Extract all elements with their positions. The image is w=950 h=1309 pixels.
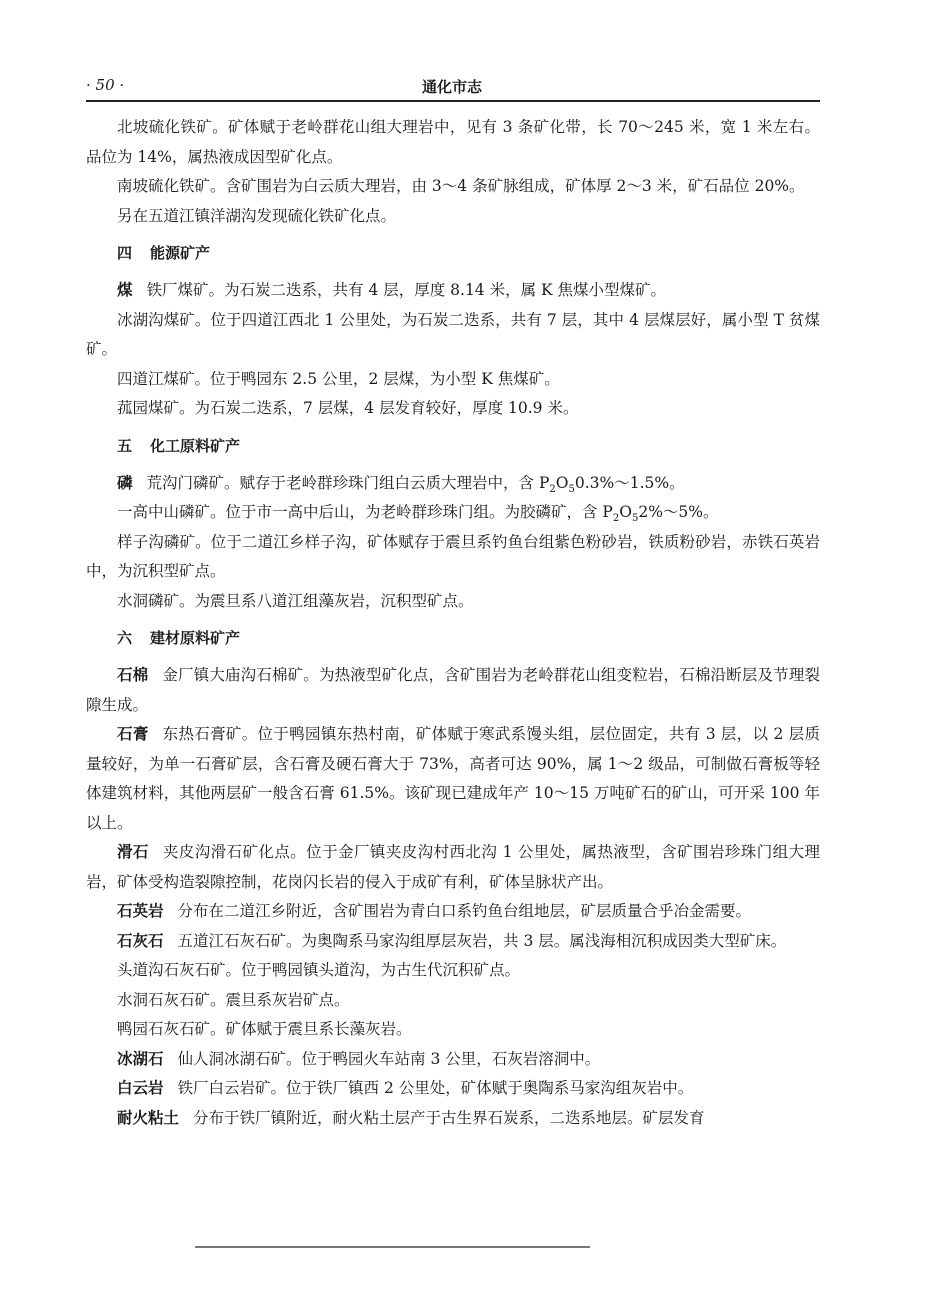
section-number: 六 [117, 629, 133, 647]
page-body [86, 113, 820, 1133]
entry-text: 五道江石灰石矿。为奥陶系马家沟组厚层灰岩，共 3 层。属浅海相沉积成因类大型矿床。 [177, 931, 787, 950]
paragraph-phosphorus [86, 469, 820, 499]
paragraph-quartzite [86, 897, 820, 927]
subscript: 2 [612, 513, 620, 525]
entry-lead-limestone: 石灰石 [117, 931, 164, 950]
entry-lead-coal: 煤 [117, 281, 133, 299]
entry-text: 0.3%～1.5%。 [574, 473, 685, 492]
subscript: 2 [549, 483, 556, 495]
entry-text: 夹皮沟滑石矿化点。位于金厂镇夹皮沟村西北沟 1 公里处，属热液型，含矿围岩珍珠门组大理岩，矿体受构造裂隙控制，花岗闪长岩的侵入于成矿有利，矿体呈脉状产出。 [86, 843, 820, 891]
entry-text: 铁厂白云岩矿。位于铁厂镇西 2 公里处，矿体赋于奥陶系马家沟组灰岩中。 [177, 1079, 694, 1097]
paragraph-dolomite [86, 1074, 820, 1104]
section-number: 五 [117, 436, 133, 455]
entry-text: 铁厂煤矿。为石炭二迭系，共有 4 层，厚度 8.14 米，属 K 焦煤小型煤矿。 [146, 281, 667, 299]
entry-lead-fire-clay: 耐火粘土 [117, 1108, 180, 1127]
section-number: 四 [117, 244, 133, 262]
entry-lead-talc: 滑石 [117, 843, 149, 861]
entry-text: 2%～5%。 [638, 503, 719, 521]
paragraph-icelake-stone [86, 1045, 820, 1075]
entry-lead-dolomite: 白云岩 [117, 1079, 164, 1097]
entry-lead-asbestos: 石棉 [117, 666, 149, 684]
paragraph-fire-clay [86, 1104, 820, 1134]
running-title: 通化市志 [421, 78, 482, 96]
entry-text: 分布于铁厂镇附近，耐火粘土层产于古生界石炭系，二迭系地层。矿层发育 [193, 1108, 705, 1127]
paragraph-toudaogou-limestone: 头道沟石灰石矿。位于鸭园镇头道沟，为古生代沉积矿点。 [117, 961, 521, 979]
page-number: · 50 · [86, 76, 125, 94]
paragraph-shuidong-limestone: 水洞石灰石矿。震旦系灰岩矿点。 [117, 990, 350, 1009]
paragraph-yangzigou-phosphorus: 样子沟磷矿。位于二道江乡样子沟，矿体赋存于震旦系钓鱼台组紫色粉砂岩，铁质粉砂岩，赤铁石英岩中，为沉积型矿点。 [86, 532, 820, 580]
entry-lead-phosphorus: 磷 [117, 473, 133, 492]
paragraph-coal [86, 276, 820, 306]
footer-rule [195, 1246, 590, 1248]
entry-text: 东热石膏矿。位于鸭园镇东热村南，矿体赋于寒武系馒头组，层位固定，共有 3 层，以 2 层质量较好，为单一石膏矿层，含石膏及硬石膏大于 73%，高者可达 90%，属 1～2 级品，可制做石膏板等轻体建筑材料，其他两层矿一般含石膏 61.5%。该矿现已建成年产 10～15 万吨矿石的矿山，可开采 100 年以上。 [86, 725, 820, 832]
section-heading-building-materials [86, 623, 820, 653]
section-heading-energy [86, 238, 820, 268]
entry-text: 仙人洞冰湖石矿。位于鸭园火车站南 3 公里，石灰岩溶洞中。 [177, 1049, 601, 1068]
paragraph-gypsum [86, 720, 820, 838]
entry-text: O [555, 473, 569, 492]
entry-text: 一高中山磷矿。位于市一高中后山，为老岭群珍珠门组。为胶磷矿，含 P [117, 503, 613, 521]
subscript: 5 [568, 483, 575, 495]
section-heading-chemical [86, 431, 820, 461]
paragraph-asbestos [86, 661, 820, 720]
section-title: 能源矿产 [150, 244, 211, 262]
paragraph-sidaojiang-coal: 四道江煤矿。位于鸭园东 2.5 公里，2 层煤，为小型 K 焦煤矿。 [117, 369, 560, 388]
paragraph-beipo-pyrite: 北坡硫化铁矿。矿体赋于老岭群花山组大理岩中，见有 3 条矿化带，长 70～245 米，宽 1 米左右。品位为 14%，属热液成因型矿化点。 [86, 118, 820, 166]
subscript: 5 [631, 513, 639, 525]
entry-lead-quartzite: 石英岩 [117, 902, 164, 920]
section-title: 化工原料矿产 [150, 436, 241, 455]
paragraph-limestone [86, 927, 820, 957]
paragraph-guyuan-coal: 菰园煤矿。为石炭二迭系，7 层煤，4 层发育较好，厚度 10.9 米。 [117, 399, 579, 417]
page-header [86, 74, 818, 100]
paragraph-talc [86, 838, 820, 897]
entry-text: O [619, 503, 632, 521]
paragraph-yigaozhong-phosphorus [86, 498, 820, 528]
paragraph-binghugou-coal: 冰湖沟煤矿。位于四道江西北 1 公里处，为石炭二迭系，共有 7 层，其中 4 层煤层好，属小型 T 贫煤矿。 [86, 310, 820, 358]
entry-lead-icelake-stone: 冰湖石 [117, 1049, 164, 1068]
paragraph-nanpo-pyrite: 南坡硫化铁矿。含矿围岩为白云质大理岩，由 3～4 条矿脉组成，矿体厚 2～3 米，矿石品位 20%。 [117, 177, 805, 195]
entry-text: 荒沟门磷矿。赋存于老岭群珍珠门组白云质大理岩中，含 P [146, 473, 550, 492]
entry-text: 金厂镇大庙沟石棉矿。为热液型矿化点，含矿围岩为老岭群花山组变粒岩，石棉沿断层及节理裂隙生成。 [86, 666, 820, 714]
paragraph-shuidong-phosphorus: 水洞磷矿。为震旦系八道江组藻灰岩，沉积型矿点。 [117, 591, 474, 610]
paragraph-wudaojiang-pyrite: 另在五道江镇洋湖沟发现硫化铁矿化点。 [117, 206, 397, 225]
entry-text: 分布在二道江乡附近，含矿围岩为青白口系钓鱼台组地层，矿层质量合乎冶金需要。 [177, 902, 752, 920]
entry-lead-gypsum: 石膏 [117, 725, 149, 743]
paragraph-yayuan-limestone: 鸭园石灰石矿。矿体赋于震旦系长藻灰岩。 [117, 1020, 412, 1038]
section-title: 建材原料矿产 [150, 629, 241, 647]
header-rule [86, 100, 820, 102]
